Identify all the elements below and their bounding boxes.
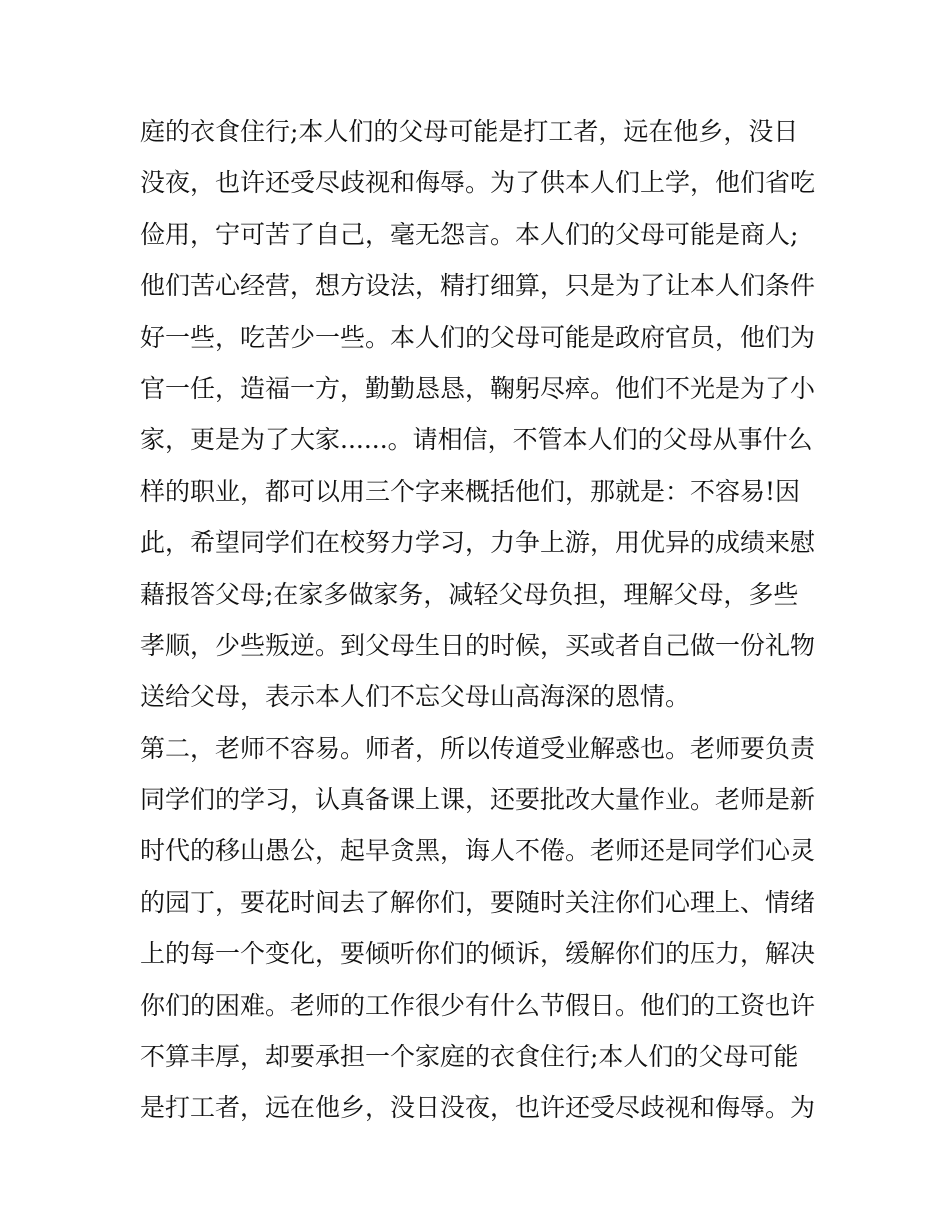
- text-line: 你们的困难。老师的工作很少有什么节假日。他们的工资也许: [140, 990, 816, 1020]
- text-line: 上的每一个变化，要倾听你们的倾诉，缓解你们的压力，解决: [140, 939, 816, 969]
- text-line: 官一任，造福一方，勤勤恳恳，鞠躬尽瘁。他们不光是为了小: [140, 373, 816, 403]
- text-line: 样的职业，都可以用三个字来概括他们，那就是：不容易!因: [140, 476, 801, 506]
- text-line: 同学们的学习，认真备课上课，还要批改大量作业。老师是新: [140, 785, 816, 815]
- text-line: 俭用，宁可苦了自己，毫无怨言。本人们的父母可能是商人;: [140, 219, 799, 249]
- text-line: 此，希望同学们在校努力学习，力争上游，用优异的成绩来慰: [140, 528, 816, 558]
- text-line: 他们苦心经营，想方设法，精打细算，只是为了让本人们条件: [140, 271, 816, 301]
- text-line: 不算丰厚，却要承担一个家庭的衣食住行;本人们的父母可能: [140, 1042, 799, 1072]
- text-line: 藉报答父母;在家多做家务，减轻父母负担，理解父母，多些: [140, 579, 799, 609]
- text-line: 的园丁，要花时间去了解你们，要随时关注你们心理上、情绪: [140, 887, 816, 917]
- text-line: 第二，老师不容易。师者，所以传道受业解惑也。老师要负责: [140, 733, 816, 763]
- text-line: 没夜，也许还受尽歧视和侮辱。为了供本人们上学，他们省吃: [140, 168, 816, 198]
- text-line: 孝顺，少些叛逆。到父母生日的时候，买或者自己做一份礼物: [140, 630, 816, 660]
- text-line: 送给父母，表示本人们不忘父母山高海深的恩情。: [140, 682, 691, 712]
- text-line: 家，更是为了大家......。请相信，不管本人们的父母从事什么: [140, 425, 813, 455]
- text-line: 庭的衣食住行;本人们的父母可能是打工者，远在他乡，没日: [140, 117, 799, 146]
- text-line: 时代的移山愚公，起早贪黑，诲人不倦。老师还是同学们心灵: [140, 836, 816, 866]
- text-line: 是打工者，远在他乡，没日没夜，也许还受尽歧视和侮辱。为: [140, 1093, 816, 1123]
- text-line: 好一些，吃苦少一些。本人们的父母可能是政府官员，他们为: [140, 322, 816, 352]
- body-text: [140, 106, 820, 1134]
